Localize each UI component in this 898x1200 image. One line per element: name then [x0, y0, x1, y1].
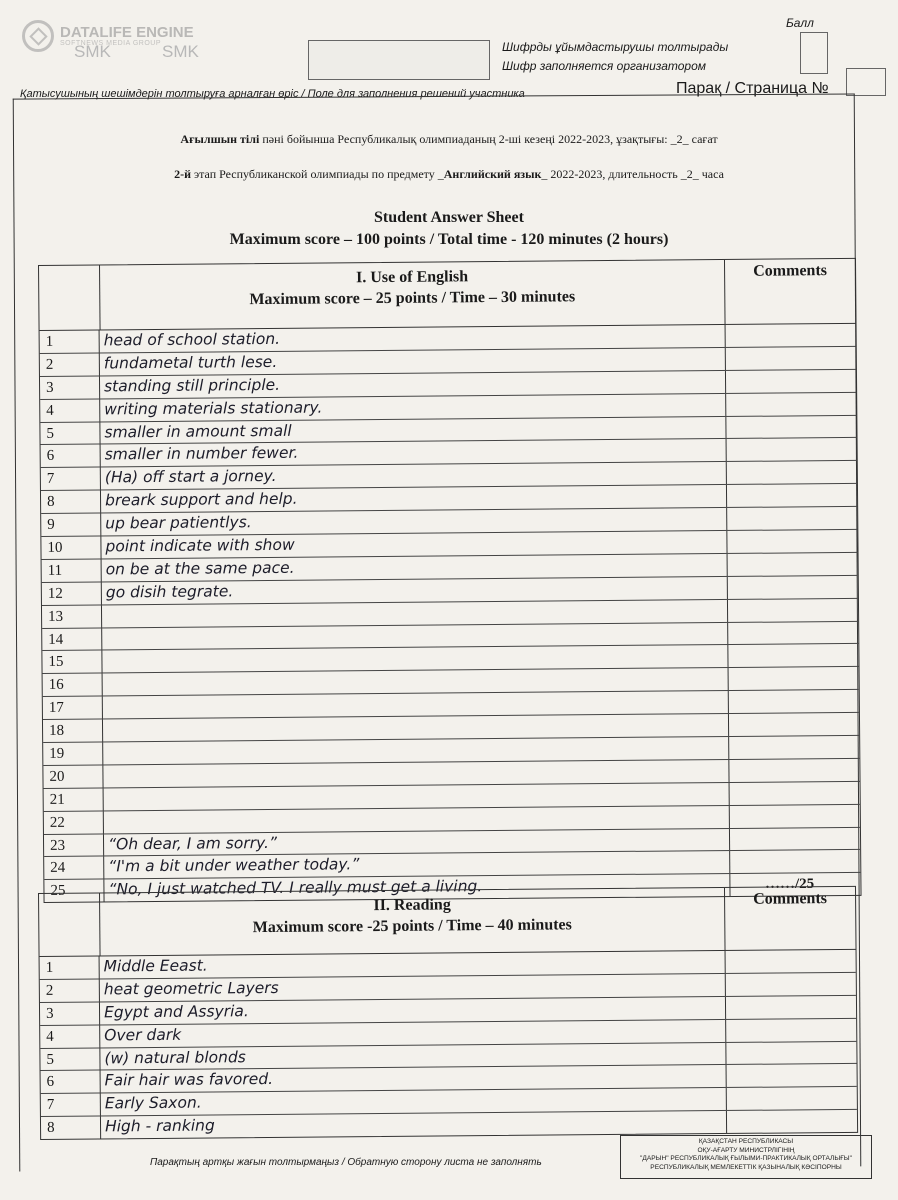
row-number: 3 — [40, 1002, 100, 1024]
answer-cell: (Ha) off start a jorney. — [101, 462, 727, 489]
answer-cell: Over dark — [100, 1020, 726, 1047]
comment-cell — [730, 850, 860, 873]
answer-cell: Early Saxon. — [101, 1088, 727, 1115]
answer-cell: Middle Eeast. — [100, 951, 726, 978]
row-number: 1 — [40, 956, 100, 978]
comment-cell — [728, 553, 858, 576]
comment-cell — [726, 324, 856, 347]
answer-cell: smaller in number fewer. — [101, 439, 727, 466]
row-number: 6 — [41, 1071, 101, 1093]
comment-cell — [729, 759, 859, 782]
row-number: 17 — [43, 697, 103, 719]
row-number: 4 — [40, 1025, 100, 1047]
comments-header: Comments — [753, 262, 828, 280]
reading-table — [38, 886, 858, 1140]
row-number: 5 — [40, 422, 100, 444]
watermark-logo-icon — [22, 20, 54, 52]
comment-cell — [726, 393, 856, 416]
row-number: 2 — [40, 979, 100, 1001]
comment-cell — [727, 507, 857, 530]
row-number: 2 — [40, 353, 100, 375]
answer-cell: “No, I just watched TV. I really must get a living. — [104, 874, 730, 901]
stamp — [620, 1135, 872, 1179]
comment-cell — [726, 415, 856, 438]
comment-cell — [726, 370, 856, 393]
row-number: 7 — [41, 468, 101, 490]
row-number: 21 — [44, 788, 104, 810]
comment-cell — [727, 1064, 857, 1087]
row-number: 16 — [43, 674, 103, 696]
score-box — [800, 32, 828, 74]
row-number: 5 — [40, 1048, 100, 1070]
row-number: 11 — [42, 559, 102, 581]
answer-rows — [40, 950, 858, 1139]
section-subtitle: Maximum score -25 points / Time – 40 minutes — [252, 916, 572, 937]
row-number: 18 — [43, 720, 103, 742]
comment-cell — [729, 690, 859, 713]
stamp-line: "ДАРЫН" РЕСПУБЛИКАЛЫҚ ҒЫЛЫМИ-ПРАКТИКАЛЫҚ ОРТАЛЫҒЫ" — [640, 1155, 852, 1163]
comment-cell — [726, 1019, 856, 1042]
answer-cell: breark support and help. — [101, 485, 727, 512]
row-number: 6 — [41, 445, 101, 467]
row-number: 24 — [44, 857, 104, 879]
section-title: I. Use of English — [356, 268, 469, 287]
row-number: 23 — [44, 834, 104, 856]
comment-cell — [729, 667, 859, 690]
answer-cell: on be at the same pace. — [102, 554, 728, 581]
row-number: 14 — [42, 628, 102, 650]
page-number-box — [846, 68, 886, 96]
cipher-note — [502, 38, 728, 76]
footer-note: Парақтың артқы жағын толтырмаңыз / Обратную сторону листа не заполнять — [150, 1157, 542, 1168]
comments-header: Comments — [753, 890, 828, 908]
cipher-note-ru: Шифр заполняется организатором — [502, 59, 706, 73]
comment-cell — [730, 827, 860, 850]
row-number: 3 — [40, 376, 100, 398]
row-number: 19 — [43, 742, 103, 764]
answer-cell: point indicate with show — [101, 531, 727, 558]
comment-cell — [727, 530, 857, 553]
stamp-line: ОҚУ-АҒАРТУ МИНИСТРЛІГІНІҢ — [697, 1146, 795, 1154]
comment-cell — [726, 950, 856, 973]
watermark-name: DATALIFE ENGINE — [60, 24, 194, 41]
row-number: 8 — [41, 1117, 101, 1139]
sheet-title-main: Student Answer Sheet — [374, 209, 524, 226]
answer-cell: head of school station. — [100, 325, 726, 352]
section-title: II. Reading — [373, 896, 451, 915]
olympiad-line-ru: 2-й этап Республиканской олимпиады по предмету _Английский язык_ 2022-2023, длительность _2_ часа — [174, 167, 724, 181]
watermark-mark: SMK — [162, 42, 199, 61]
comment-cell — [730, 805, 860, 828]
comment-cell — [728, 599, 858, 622]
row-number: 15 — [42, 651, 102, 673]
row-number: 8 — [41, 491, 101, 513]
answer-cell: Egypt and Assyria. — [100, 997, 726, 1024]
olympiad-line-kz: Ағылшын тілі пәні бойынша Республикалық олимпиаданың 2-ші кезеңі 2022-2023, ұзақтығы: _2_ сағат — [180, 132, 718, 146]
section-header — [39, 887, 856, 957]
row-number: 12 — [42, 582, 102, 604]
answer-cell: High - ranking — [101, 1111, 727, 1138]
comment-cell — [727, 484, 857, 507]
row-number: 10 — [41, 536, 101, 558]
comment-cell — [728, 621, 858, 644]
answer-cell: up bear patientlys. — [101, 508, 727, 535]
comment-cell — [730, 782, 860, 805]
answer-cell: Fair hair was favored. — [101, 1065, 727, 1092]
answer-cell: “Oh dear, I am sorry.” — [104, 829, 730, 856]
page-label: Парақ / Страница № — [676, 80, 829, 97]
watermark-mark: SMK — [74, 42, 111, 61]
answer-cell: writing materials stationary. — [100, 394, 726, 421]
answer-cell: “I'm a bit under weather today.” — [104, 851, 730, 878]
row-number: 9 — [41, 514, 101, 536]
comment-cell — [728, 644, 858, 667]
comment-cell — [728, 576, 858, 599]
watermark-sub: SOFTNEWS MEDIA GROUP — [60, 40, 162, 47]
row-number: 13 — [42, 605, 102, 627]
row-number: 22 — [44, 811, 104, 833]
section-header — [39, 259, 856, 331]
row-number: 1 — [40, 330, 100, 352]
row-number: 20 — [43, 765, 103, 787]
cipher-box — [308, 40, 490, 80]
row-number: 4 — [40, 399, 100, 421]
use-of-english-table — [38, 258, 862, 903]
comment-cell — [726, 996, 856, 1019]
answer-cell: smaller in amount small — [100, 417, 726, 444]
comment-cell — [727, 1110, 857, 1133]
answer-rows — [40, 324, 861, 902]
comment-cell — [727, 1087, 857, 1110]
comment-cell — [727, 461, 857, 484]
answer-cell: heat geometric Layers — [100, 974, 726, 1001]
answer-cell: fundametal turth lese. — [100, 348, 726, 375]
cipher-note-kz: Шифрды ұйымдастырушы толтырады — [502, 40, 729, 54]
comment-cell — [726, 347, 856, 370]
sheet-title — [0, 207, 898, 251]
comment-cell — [729, 713, 859, 736]
answer-cell: go disih tegrate. — [102, 577, 728, 604]
answer-cell: (w) natural blonds — [100, 1043, 726, 1070]
stamp-line: РЕСПУБЛИКАЛЫҚ МЕМЛЕКЕТТІК ҚАЗЫНАЛЫҚ КӘСІПОРНЫ — [650, 1163, 842, 1171]
comment-cell — [729, 736, 859, 759]
comment-cell — [726, 973, 856, 996]
field-label: Қатысушының шешімдерін толтыруға арналған өріс / Поле для заполнения решений участника — [20, 88, 525, 100]
score-label: Балл — [786, 16, 814, 30]
comment-cell — [727, 438, 857, 461]
comment-cell — [726, 1041, 856, 1064]
stamp-line: ҚАЗАҚСТАН РЕСПУБЛИКАСЫ — [698, 1138, 794, 1145]
answer-cell: standing still principle. — [100, 371, 726, 398]
sheet-title-sub: Maximum score – 100 points / Total time - 120 minutes (2 hours) — [229, 231, 669, 248]
section-subtitle: Maximum score – 25 points / Time – 30 minutes — [249, 288, 576, 309]
row-number: 25 — [44, 880, 104, 902]
section-score: ……/25 — [765, 876, 815, 892]
row-number: 7 — [41, 1094, 101, 1116]
